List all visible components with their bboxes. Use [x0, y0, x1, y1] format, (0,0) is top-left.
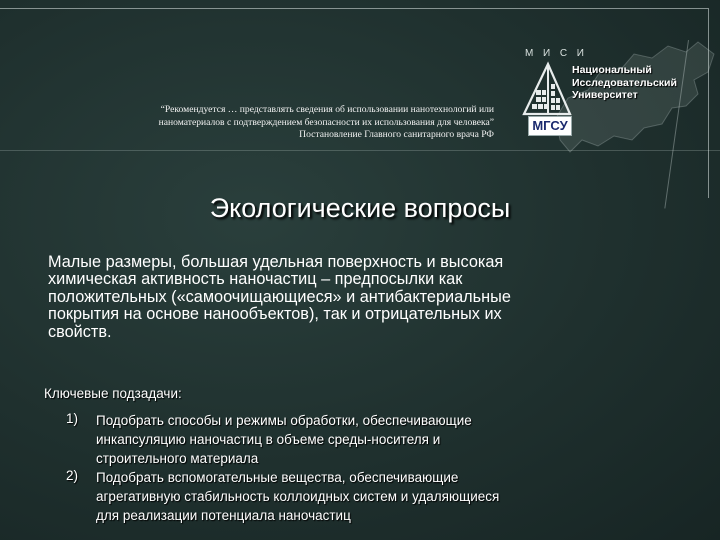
logo-letter: М: [525, 48, 535, 59]
frame-top-line: [0, 8, 708, 9]
building-emblem-icon: [518, 60, 574, 118]
subtask-line: инкапсуляцию наночастиц в объеме среды-носителя и: [96, 432, 441, 447]
subtasks-heading: Ключевые подзадачи:: [44, 386, 182, 401]
subtask-item: [66, 411, 686, 468]
body-line: положительных («самоочищающиеся» и антибактериальные: [48, 287, 511, 306]
logo-badge: МГСУ: [528, 116, 572, 136]
subtask-line: агрегативную стабильность коллоидных систем и удаляющиеся: [96, 489, 500, 504]
logo-org-line: Национальный: [572, 64, 652, 76]
subtask-item: [66, 468, 686, 525]
epigraph-quote: [64, 104, 494, 142]
logo-letters: [525, 48, 585, 59]
university-logo: [512, 44, 692, 144]
quote-line: наноматериалов с подтверждением безопасности их использования для человека”: [158, 116, 494, 128]
logo-letter: С: [559, 48, 569, 59]
subtask-number: 2): [66, 468, 79, 483]
quote-line: “Рекомендуется … представлять сведения об использовании нанотехнологий или: [160, 104, 494, 115]
logo-org-line: Исследовательский: [572, 76, 677, 89]
logo-org-line: Университет: [572, 89, 638, 101]
body-line: Малые размеры, большая удельная поверхность и высокая: [48, 253, 504, 271]
body-paragraph: [48, 254, 688, 341]
subtask-number: 1): [66, 411, 79, 426]
subtasks-list: [66, 411, 686, 525]
quote-source: Постановление Главного санитарного врача РФ: [299, 129, 494, 140]
body-line: покрытия на основе нанообъектов), так и отрицательных их: [48, 305, 502, 324]
subtask-line: для реализации потенциала наночастиц: [96, 508, 351, 523]
logo-letter: И: [543, 48, 552, 59]
logo-org-name: [572, 64, 690, 102]
body-line: свойств.: [48, 322, 112, 341]
body-line: химическая активность наночастиц – предпосылки как: [48, 270, 463, 289]
slide-title: Экологические вопросы: [209, 193, 511, 223]
subtask-line: Подобрать способы и режимы обработки, обеспечивающие: [96, 413, 472, 428]
subtask-line: Подобрать вспомогательные вещества, обеспечивающие: [96, 470, 459, 485]
subtask-line: строительного материала: [96, 451, 259, 466]
logo-letter: И: [576, 48, 585, 59]
